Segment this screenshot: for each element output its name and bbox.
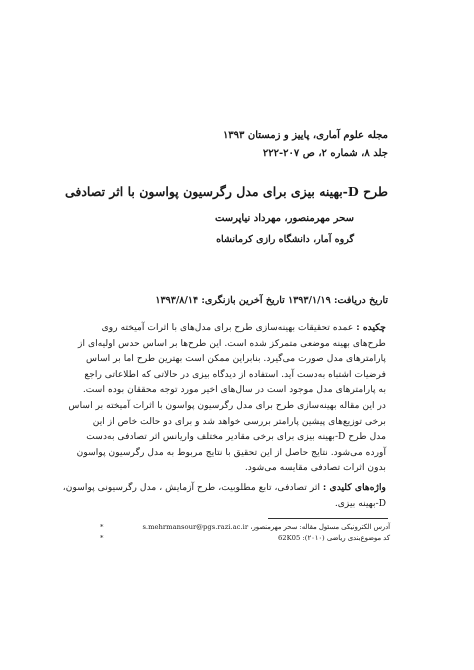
- abstract-text: عمده تحقیقات بهینه‌سازی طرح برای مدل‌های با اثرات آمیخته روی: [101, 322, 354, 333]
- journal-volume: جلد ۸، شماره ۲، ص ۲۰۷-۲۲۲: [262, 148, 388, 159]
- author-email: s.mehrmansour@pgs.razi.ac.ir: [142, 523, 249, 531]
- abstract-line: [102, 320, 386, 336]
- abstract-line: طرح‌های بهینه موضعی متمرکز شده است. این طرح‌ها بر اساس حدس اولیه‌ای از: [78, 337, 386, 349]
- keywords: [62, 480, 386, 512]
- footnote-text: [142, 522, 390, 533]
- abstract-line: بدون اثرات تصادفی مقایسه می‌شود.: [244, 462, 386, 474]
- footnote-divider: [268, 518, 388, 519]
- abstract-line: پارامترهای مدل صورت می‌گیرد. بنابراین ممکن است بهترین طرح اما بر اساس: [85, 353, 386, 365]
- abstract-line: در این مقاله بهینه‌سازی طرح برای مدل رگرسیون پواسون با اثرات آمیخته بر اساس: [68, 399, 386, 411]
- abstract-line: مدل طرح D-بهینه بیزی برای برخی مقادیر مختلف واریانس اثر تصادفی به‌دست: [86, 431, 386, 443]
- keywords-text: اثر تصادفی، تابع مطلوبیت، طرح آزمایش ، مدل رگرسیونی پواسون،: [62, 482, 320, 493]
- footnote-msc: [100, 533, 390, 544]
- abstract-label: چکیده :: [356, 322, 386, 333]
- abstract-line: فرضیات اشتباه به‌دست آید. استفاده از دیدگاه بیزی در حالاتی که اطلاعاتی راجع: [84, 368, 386, 380]
- footnote-marker: *: [100, 523, 104, 531]
- keywords-line: [62, 480, 386, 496]
- abstract-line: به پارامترهای مدل موجود است در سال‌های اخیر مورد توجه محققان بوده است.: [82, 384, 386, 396]
- abstract-line: آورده می‌شود. نتایج حاصل از این تحقیق با نتایج مربوط به مدل رگرسیون پواسون: [76, 446, 386, 458]
- paper-title: طرح D-بهینه بیزی برای مدل رگرسیون پواسون با اثر تصادفی: [64, 184, 388, 199]
- paper-authors: سحر مهرمنصور، مهرداد نیاپرست: [214, 213, 354, 224]
- journal-header: [88, 127, 388, 163]
- keywords-line: D-بهینه بیزی.: [334, 498, 386, 509]
- paper-dates: تاریخ دریافت: ۱۳۹۳/۱/۱۹ تاریخ آخرین بازنگری: ۱۳۹۳/۸/۱۴: [155, 295, 388, 306]
- footnote-text: کد موضوع‌بندی ریاضی (۲۰۱۰): 62K05: [277, 534, 390, 542]
- keywords-label: واژه‌های کلیدی :: [322, 482, 386, 493]
- journal-name: مجله علوم آماری، پاییز و زمستان ۱۳۹۳: [222, 130, 388, 141]
- footnote-email: [100, 522, 390, 533]
- footnote-marker: *: [100, 534, 104, 542]
- paper-affiliation: گروه آمار، دانشگاه رازی کرمانشاه: [216, 234, 354, 245]
- abstract: [68, 320, 386, 476]
- abstract-line: برخی توزیع‌های پیشین پارامتر بررسی خواهد شد و برای دو حالت خاص از این: [92, 415, 386, 427]
- footnote-author: آدرس الکترونیکی مسئول مقاله: سحر مهرمنصور،: [250, 523, 390, 531]
- footnotes: [100, 522, 390, 544]
